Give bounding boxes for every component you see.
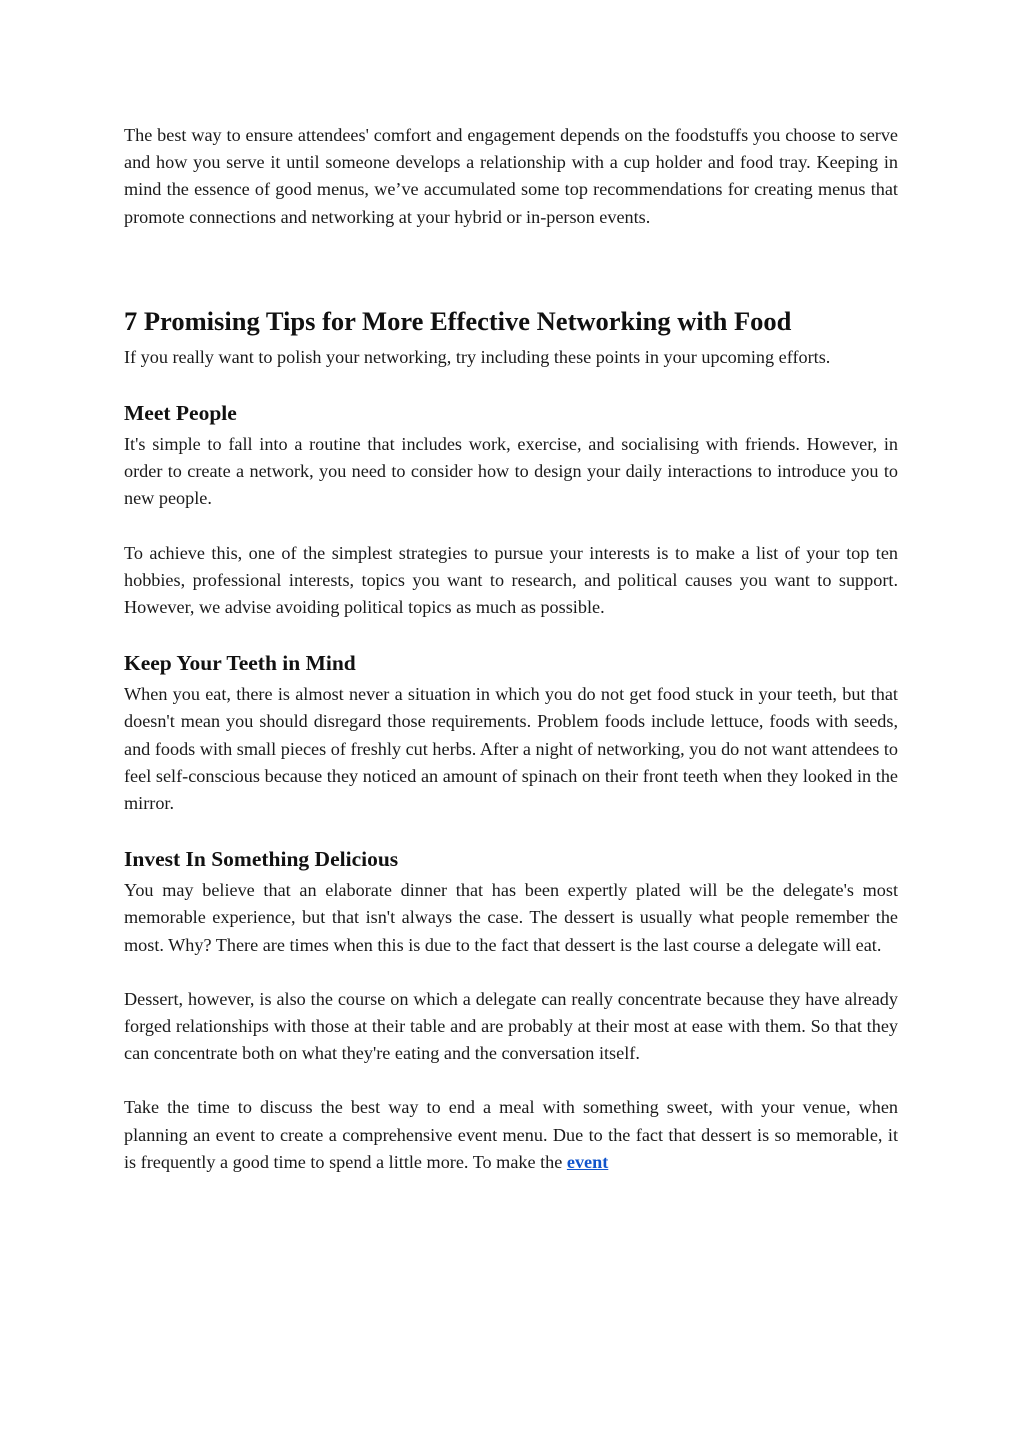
event-link[interactable]: event xyxy=(566,1151,609,1172)
intro-paragraph: The best way to ensure attendees' comfort and engagement depends on the foodstuffs you choose to serve and how you serve it until someone develops a relationship with a cup holder and food tray. Keeping in mind the essence of good menus, we’ve accumulated some top recommendations for creating menus that promote connections and networking at your hybrid or in-person events. xyxy=(124,125,898,227)
paragraph: When you eat, there is almost never a situation in which you do not get food stuck in your teeth, but that doesn't mean you should disregard those requirements. Problem foods include lettuce, foods with seeds, and foods with small pieces of freshly cut herbs. After a night of networking, you do not want attendees to feel self-conscious because they noticed an amount of spinach on their front teeth when they looked in the mirror. xyxy=(124,684,898,814)
paragraph: Dessert, however, is also the course on which a delegate can really concentrate because they have already forged relationships with those at their table and are probably at their most at ease with them. So that they can concentrate both on what they're eating and the conversation itself. xyxy=(124,988,898,1064)
final-paragraph xyxy=(124,1094,898,1176)
paragraph: You may believe that an elaborate dinner that has been expertly plated will be the delegate's most memorable experience, but that isn't always the case. The dessert is usually what people remember the most. Why? There are times when this is due to the fact that dessert is the last course a delegate will eat. xyxy=(124,880,898,955)
document-page xyxy=(124,122,898,1176)
section-heading-invest-in-something-delicious: Invest In Something Delicious xyxy=(124,847,399,872)
main-lead-paragraph: If you really want to polish your networking, try including these points in your upcoming efforts. xyxy=(124,346,831,367)
paragraph: To achieve this, one of the simplest strategies to pursue your interests is to make a list of your top ten hobbies, professional interests, topics you want to research, and political causes you want to support. However, we advise avoiding political topics as much as possible. xyxy=(124,542,898,618)
main-heading: 7 Promising Tips for More Effective Networking with Food xyxy=(124,305,792,336)
section-heading-keep-your-teeth: Keep Your Teeth in Mind xyxy=(124,651,356,676)
section-heading-meet-people: Meet People xyxy=(124,401,237,426)
final-paragraph-text: Take the time to discuss the best way to end a meal with something sweet, with your venue, when planning an event to create a comprehensive event menu. Due to the fact that dessert is so memorable, it is frequently a good time to spend a little more. To make the xyxy=(124,1097,898,1172)
paragraph: It's simple to fall into a routine that includes work, exercise, and socialising with friends. However, in order to create a network, you need to consider how to design your daily interactions to introduce you to new people. xyxy=(124,434,898,509)
